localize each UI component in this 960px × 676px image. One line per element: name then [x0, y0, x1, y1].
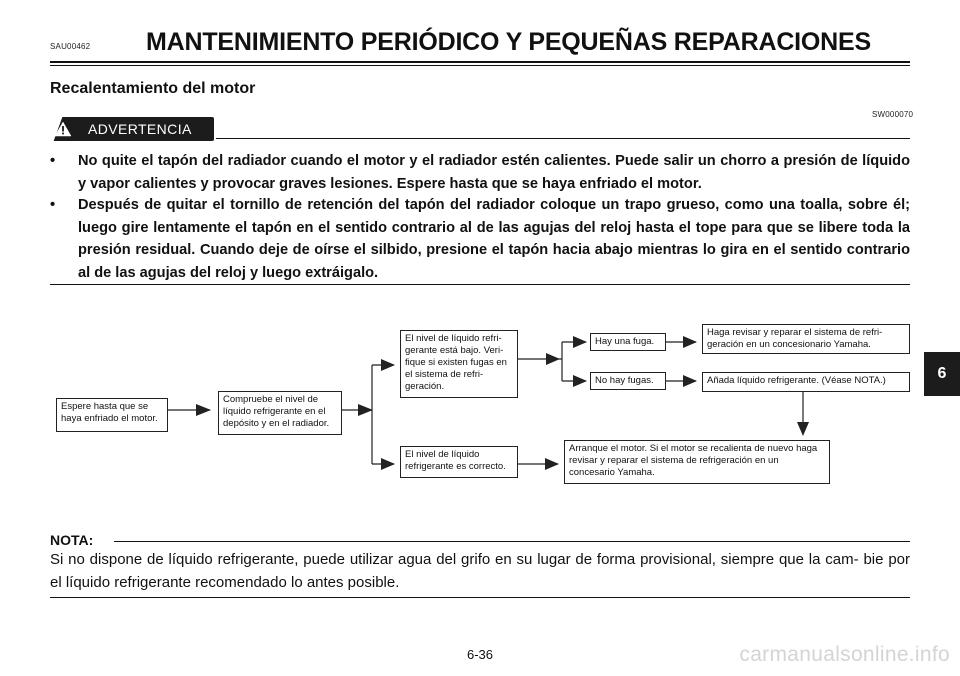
- warning-badge-label: ADVERTENCIA: [88, 121, 192, 137]
- flow-box-level-low: El nivel de líquido refri- gerante está bajo. Veri- fique si existen fugas en el sistema de refri- geración.: [400, 330, 518, 398]
- bullet-dot: •: [50, 197, 56, 213]
- flow-box-no-leak: No hay fugas.: [590, 372, 666, 390]
- flow-arrow: [545, 458, 559, 470]
- note-end-rule: [50, 597, 910, 598]
- watermark: carmanualsonline.info: [739, 643, 950, 666]
- flow-arrow: [573, 336, 587, 348]
- warning-code: SW000070: [872, 110, 914, 119]
- flow-arrow: [381, 359, 395, 371]
- flow-arrow: [381, 458, 395, 470]
- flow-box-restart-engine: Arranque el motor. Si el motor se recalienta de nuevo haga revisar y reparar el sistema de refrigeración en un concesario Yamaha.: [564, 440, 830, 484]
- warning-bullet-text: No quite el tapón del radiador cuando el motor y el radiador estén calientes. Puede salir un chorro a presión de líquido y vapor calientes y provocar graves lesiones. Espere hasta que se haya enfriado el motor.: [78, 153, 910, 192]
- flow-arrow: [683, 375, 697, 387]
- page-title: MANTENIMIENTO PERIÓDICO Y PEQUEÑAS REPARACIONES: [146, 28, 871, 56]
- flow-box-check-level: Compruebe el nivel de líquido refrigerante en el depósito y en el radiador.: [218, 391, 342, 435]
- flow-box-wait: Espere hasta que se haya enfriado el motor.: [56, 398, 168, 432]
- page-number: 6-36: [466, 647, 494, 662]
- note-text: Si no dispone de líquido refrigerante, puede utilizar agua del grifo en su lugar de forma provisional, siempre que la cam- bie por el líquido refrigerante recomendado lo antes posible.: [50, 551, 910, 591]
- warning-bullet-text: Después de quitar el tornillo de retención del tapón del radiador coloque un trapo grueso, como una toalla, sobre él; luego gire lentamente el tapón en el sentido contrario al de las agujas del reloj hasta el tope para que se libere toda la presión residual. Cuando deje de oírse el silbido, presione el tapón hacia abajo mientras lo gira en el sentido contrario al de las agujas del reloj y luego extráigalo.: [78, 197, 910, 281]
- section-title: Recalentamiento del motor: [50, 80, 256, 97]
- flow-arrow: [573, 375, 587, 387]
- flow-arrow: [196, 404, 211, 416]
- flow-arrow: [797, 422, 809, 436]
- note-label: NOTA:: [50, 532, 94, 548]
- flow-box-leak: Hay una fuga.: [590, 333, 666, 351]
- header-code: SAU00462: [50, 42, 91, 51]
- chapter-tab: [924, 352, 960, 396]
- flow-box-level-correct: El nivel de líquido refrigerante es correcto.: [400, 446, 518, 478]
- flow-arrow: [546, 353, 560, 365]
- bullet-dot: •: [50, 153, 56, 169]
- flow-box-add-coolant: Añada líquido refrigerante. (Véase NOTA.): [702, 372, 910, 392]
- note-rule: [114, 541, 910, 542]
- flow-arrow: [358, 404, 373, 416]
- flow-arrow: [683, 336, 697, 348]
- chapter-tab-label: 6: [937, 365, 947, 382]
- flow-box-repair-leak: Haga revisar y reparar el sistema de refri- geración en un concesionario Yamaha.: [702, 324, 910, 354]
